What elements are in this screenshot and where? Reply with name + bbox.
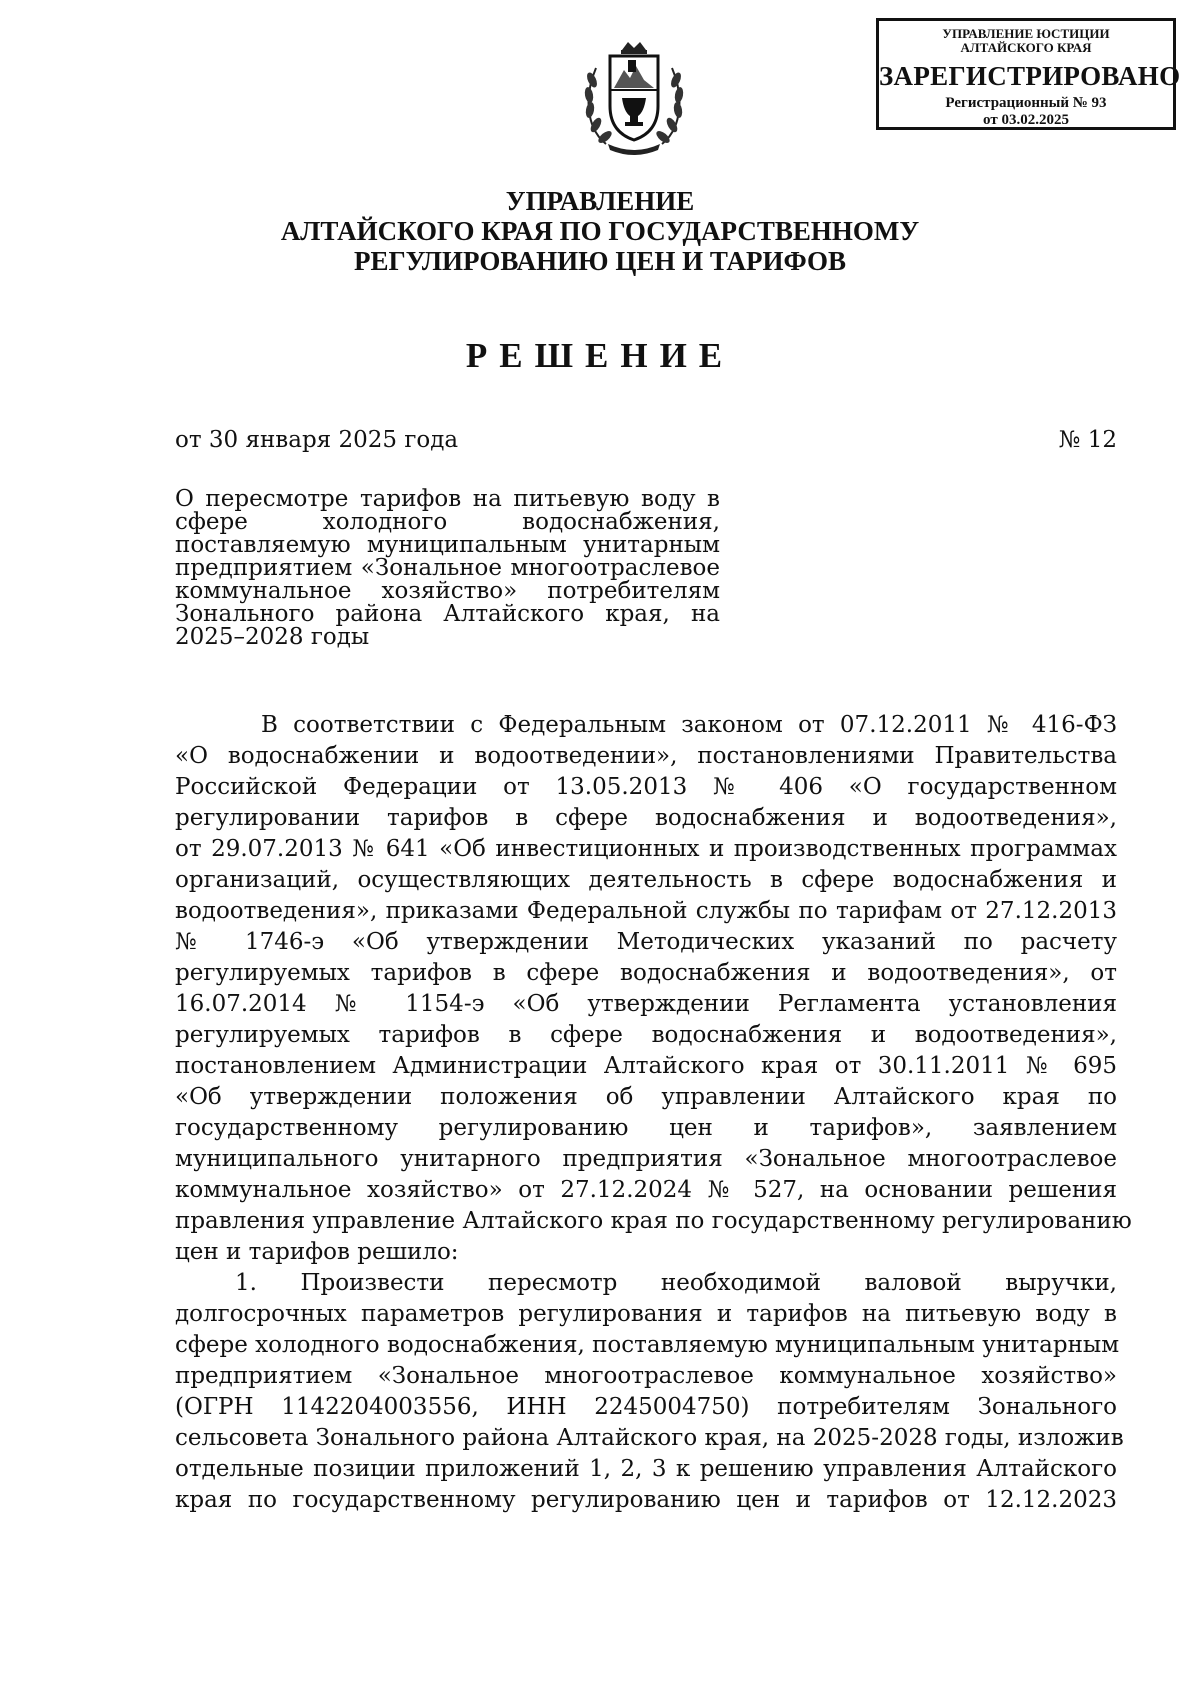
body-line: муниципального унитарного предприятия «Зональное многоотраслевое — [175, 1146, 1117, 1172]
stamp-status: ЗАРЕГИСТРИРОВАНО — [879, 61, 1181, 91]
subject-line: Зонального района Алтайского края, на — [175, 601, 720, 627]
body-line: Российской Федерации от 13.05.2013 № 406 «О государственном — [175, 774, 1117, 800]
document-subject — [175, 488, 720, 649]
body-line: «Об утверждении положения об управлении Алтайского края по — [175, 1084, 1117, 1110]
stamp-reg-date: от 03.02.2025 — [983, 112, 1069, 128]
authority-name-line3: РЕГУЛИРОВАНИЮ ЦЕН И ТАРИФОВ — [353, 246, 847, 276]
subject-line: предприятием «Зональное многоотраслевое — [175, 555, 720, 581]
subject-line: коммунальное хозяйство» потребителям — [175, 578, 720, 604]
body-line: организаций, осуществляющих деятельность в сфере водоснабжения и — [175, 867, 1117, 893]
authority-name-line1: УПРАВЛЕНИЕ — [505, 186, 695, 216]
subject-line: О пересмотре тарифов на питьевую воду в — [175, 486, 720, 512]
body-line: В соответствии с Федеральным законом от 07.12.2011 № 416-ФЗ — [261, 712, 1117, 738]
body-line: предприятием «Зональное многоотраслевое коммунальное хозяйство» — [175, 1363, 1117, 1389]
document-number: № 12 — [1058, 427, 1117, 453]
registration-stamp — [876, 18, 1181, 130]
subject-line: сфере холодного водоснабжения, — [175, 509, 720, 535]
body-line: регулируемых тарифов в сфере водоснабжения и водоотведения», от — [175, 960, 1117, 986]
body-line: края по государственному регулированию цен и тарифов от 12.12.2023 — [175, 1487, 1117, 1513]
body-line: 16.07.2014 № 1154-э «Об утверждении Регламента установления — [175, 991, 1117, 1017]
altai-krai-coat-of-arms-icon — [578, 40, 690, 160]
stamp-reg-number: Регистрационный № 93 — [945, 95, 1107, 111]
body-line: коммунальное хозяйство» от 27.12.2024 № 527, на основании решения — [175, 1177, 1117, 1203]
body-line: «О водоснабжении и водоотведении», постановлениями Правительства — [175, 743, 1117, 769]
body-line: регулируемых тарифов в сфере водоснабжения и водоотведения», — [175, 1022, 1117, 1048]
document-body — [175, 710, 1132, 1516]
body-line: долгосрочных параметров регулирования и тарифов на питьевую воду в — [175, 1301, 1117, 1327]
stamp-authority-line2: АЛТАЙСКОГО КРАЯ — [960, 40, 1092, 55]
subject-line: 2025–2028 годы — [175, 624, 370, 650]
body-line: 1. Произвести пересмотр необходимой валовой выручки, — [235, 1270, 1117, 1296]
body-line: отдельные позиции приложений 1, 2, 3 к решению управления Алтайского — [175, 1456, 1117, 1482]
body-line: сфере холодного водоснабжения, поставляемую муниципальным унитарным — [175, 1332, 1120, 1358]
body-line: от 29.07.2013 № 641 «Об инвестиционных и производственных программах — [175, 836, 1117, 862]
body-line: регулировании тарифов в сфере водоснабжения и водоотведения», — [175, 805, 1117, 831]
body-line: водоотведения», приказами Федеральной службы по тарифам от 27.12.2013 — [175, 898, 1117, 924]
stamp-authority-line1: УПРАВЛЕНИЕ ЮСТИЦИИ — [942, 26, 1110, 41]
body-line: государственному регулированию цен и тарифов», заявлением — [175, 1115, 1117, 1141]
body-line: (ОГРН 1142204003556, ИНН 2245004750) потребителям Зонального — [175, 1394, 1117, 1420]
authority-name-line2: АЛТАЙСКОГО КРАЯ ПО ГОСУДАРСТВЕННОМУ — [280, 216, 920, 246]
subject-line: поставляемую муниципальным унитарным — [175, 532, 720, 558]
body-line: постановлением Администрации Алтайского края от 30.11.2011 № 695 — [175, 1053, 1117, 1079]
document-date: от 30 января 2025 года — [175, 427, 459, 453]
body-line: цен и тарифов решило: — [175, 1239, 459, 1265]
body-line: правления управление Алтайского края по государственному регулированию — [175, 1208, 1132, 1234]
body-line: сельсовета Зонального района Алтайского края, на 2025-2028 годы, изложив — [175, 1425, 1124, 1451]
body-line: № 1746-э «Об утверждении Методических указаний по расчету — [175, 929, 1117, 955]
document-type-title: РЕШЕНИЕ — [465, 336, 735, 375]
